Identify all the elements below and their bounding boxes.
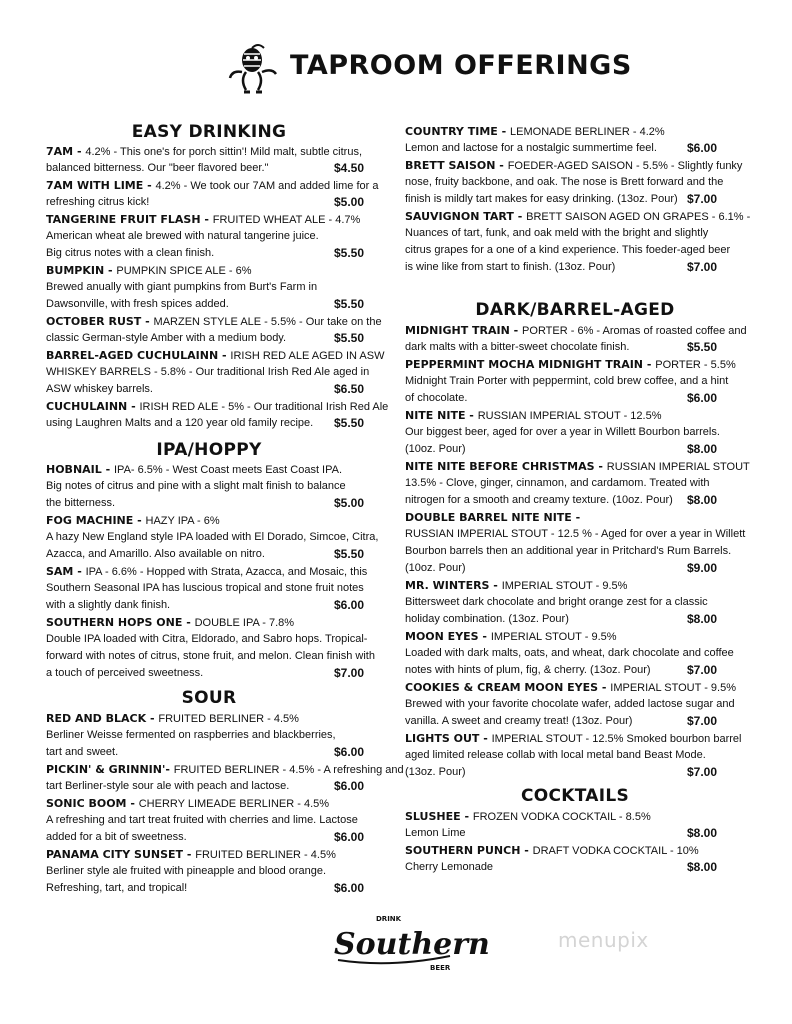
menu-item-sam: SAM - IPA - 6.6% - Hopped with Strata, Azacca, and Mosaic, this Southern Seasonal IPA has luscious tropical and stone fruit notes with a slightly dank finish. $6.00 xyxy=(46,565,368,612)
price: $6.50 xyxy=(333,382,364,396)
price: $6.00 xyxy=(333,745,364,759)
price: $5.00 xyxy=(333,496,364,510)
section-title-easy-drinking: EASY DRINKING xyxy=(131,122,287,142)
price: $6.00 xyxy=(686,141,717,155)
hop-mascot-icon xyxy=(226,44,282,94)
menu-item-cuchulainn: CUCHULAINN - IRISH RED ALE - 5% - Our traditional Irish Red Ale using Laughren Malts and a 120 year old family recipe. $5.50 xyxy=(46,400,389,430)
price: $5.50 xyxy=(333,416,364,430)
menu-item-cookies-and-cream-moon-eyes: COOKIES & CREAM MOON EYES - IMPERIAL STOUT - 9.5% Brewed with your favorite chocolate wafer, added lactose sugar and vanilla. A sweet and creamy treat! (13oz. Pour) $7.00 xyxy=(405,681,736,728)
price: $6.00 xyxy=(333,779,364,793)
menu-item-country-time: COUNTRY TIME - LEMONADE BERLINER - 4.2% Lemon and lactose for a nostalgic summertime feel. $6.00 xyxy=(405,125,717,155)
menu-item-brett-saison: BRETT SAISON - FOEDER-AGED SAISON - 5.5% - Slightly funky nose, fruity backbone, and oak. The nose is Brett forward and the finish is mildly tart makes for easy drinking. (13oz. Pour) $7.00 xyxy=(405,159,743,206)
menu-item-pickin-and-grinnin: PICKIN' & GRINNIN'- FRUITED BERLINER - 4.5% - A refreshing and tart Berliner-style sour ale with peach and lactose. $6.00 xyxy=(46,763,404,793)
section-title-sour: SOUR xyxy=(181,688,237,708)
price: $8.00 xyxy=(686,612,717,626)
price: $6.00 xyxy=(686,391,717,405)
menu-item-midnight-train: MIDNIGHT TRAIN - PORTER - 6% - Aromas of roasted coffee and dark malts with a bitter-sweet chocolate finish. $5.50 xyxy=(405,324,747,354)
menu-item-nite-nite-before-christmas: NITE NITE BEFORE CHRISTMAS - RUSSIAN IMPERIAL STOUT 13.5% - Clove, ginger, cinnamon, and cardamom. Treated with nitrogen for a smooth and creamy texture. (10oz. Pour) $8.00 xyxy=(405,460,750,507)
menu-item-lights-out: LIGHTS OUT - IMPERIAL STOUT - 12.5% Smoked bourbon barrel aged limited release collab with local metal band Beast Mode. (13oz. Pour) $7.00 xyxy=(405,732,742,779)
menu-item-hobnail: HOBNAIL - IPA- 6.5% - West Coast meets East Coast IPA. Big notes of citrus and pine with a slight malt finish to balance the bitterness. $5.00 xyxy=(46,463,364,510)
price: $6.00 xyxy=(333,598,364,612)
price: $6.00 xyxy=(333,881,364,895)
price: $5.50 xyxy=(333,547,364,561)
price: $7.00 xyxy=(686,765,717,779)
price: $8.00 xyxy=(686,493,717,507)
price: $5.00 xyxy=(333,195,364,209)
menu-item-sauvignon-tart: SAUVIGNON TART - BRETT SAISON AGED ON GRAPES - 6.1% - Nuances of tart, funk, and oak meld with the bright and slightly citrus grapes for a one of a kind experience. This foeder-aged beer is wine like from start to finish. (13oz. Pour) $7.00 xyxy=(405,210,751,274)
price: $8.00 xyxy=(686,860,717,874)
menu-item-fog-machine: FOG MACHINE - HAZY IPA - 6% A hazy New England style IPA loaded with El Dorado, Simcoe, Citra, Azacca, and Amarillo. Also available on nitro. $5.50 xyxy=(46,514,379,561)
price: $7.00 xyxy=(686,714,717,728)
section-title-dark-barrel-aged: DARK/BARREL-AGED xyxy=(475,300,675,320)
price: $8.00 xyxy=(686,826,717,840)
logo-bottom-text: BEER xyxy=(430,964,451,972)
price: $9.00 xyxy=(686,561,717,575)
price: $7.00 xyxy=(333,666,364,680)
price: $5.50 xyxy=(333,297,364,311)
page-title: TAPROOM OFFERINGS xyxy=(290,50,632,81)
menu-item-bumpkin: BUMPKIN - PUMPKIN SPICE ALE - 6% Brewed anually with giant pumpkins from Burt's Farm in Dawsonville, with fresh spices added. $5.50 xyxy=(46,264,364,311)
menu-item-7am-with-lime: 7AM WITH LIME - 4.2% - We took our 7AM and added lime for a refreshing citrus kick! $5.00 xyxy=(46,179,379,209)
price: $5.50 xyxy=(333,246,364,260)
menu-item-moon-eyes: MOON EYES - IMPERIAL STOUT - 9.5% Loaded with dark malts, oats, and wheat, dark chocolate and coffee notes with hints of plum, fig, & cherry. (13oz. Pour) $7.00 xyxy=(405,630,734,677)
menu-item-sonic-boom: SONIC BOOM - CHERRY LIMEADE BERLINER - 4.5% A refreshing and tart treat fruited with cherries and lime. Lactose added for a bit of sweetness. $6.00 xyxy=(46,797,364,844)
menu-item-october-rust: OCTOBER RUST - MARZEN STYLE ALE - 5.5% - Our take on the classic German-style Amber with a medium body. $5.50 xyxy=(46,315,382,345)
price: $4.50 xyxy=(333,161,364,175)
logo-wordmark: Southern xyxy=(334,927,490,962)
logo-top-text: DRINK xyxy=(376,915,402,923)
price: $5.50 xyxy=(333,331,364,345)
menu-item-7am: 7AM - 4.2% - This one's for porch sittin'! Mild malt, subtle citrus, balanced bitterness. Our "beer flavored beer." $4.50 xyxy=(46,145,364,175)
price: $8.00 xyxy=(686,442,717,456)
price: $5.50 xyxy=(686,340,717,354)
menu-item-red-and-black: RED AND BLACK - FRUITED BERLINER - 4.5% Berliner Weisse fermented on raspberries and blackberries, tart and sweet. $6.00 xyxy=(46,712,364,759)
menu-item-tangerine-fruit-flash: TANGERINE FRUIT FLASH - FRUITED WHEAT ALE - 4.7% American wheat ale brewed with natural tangerine juice. Big citrus notes with a clean finish. $5.50 xyxy=(46,213,364,260)
menu-item-slushee: SLUSHEE - FROZEN VODKA COCKTAIL - 8.5% Lemon Lime $8.00 xyxy=(405,810,717,840)
menu-item-nite-nite: NITE NITE - RUSSIAN IMPERIAL STOUT - 12.5% Our biggest beer, aged for over a year in Willett Bourbon barrels. (10oz. Pour) $8.00 xyxy=(405,409,720,456)
menu-header xyxy=(0,44,792,94)
menu-item-southern-punch: SOUTHERN PUNCH - DRAFT VODKA COCKTAIL - 10% Cherry Lemonade $8.00 xyxy=(405,844,717,874)
menupix-watermark: menupix xyxy=(558,928,649,952)
menu-item-peppermint-mocha-midnight-train: PEPPERMINT MOCHA MIDNIGHT TRAIN - PORTER - 5.5% Midnight Train Porter with peppermint, cold brew coffee, and a hint of chocolate. $6.00 xyxy=(405,358,736,405)
drink-southern-beer-logo xyxy=(330,912,490,974)
price: $7.00 xyxy=(686,663,717,677)
menu-item-barrel-aged-cuchulainn: BARREL-AGED CUCHULAINN - IRISH RED ALE AGED IN ASW WHISKEY BARRELS - 5.8% - Our traditional Irish Red Ale aged in ASW whiskey barrels. $6.50 xyxy=(46,349,385,396)
price: $6.00 xyxy=(333,830,364,844)
menu-item-mr-winters: MR. WINTERS - IMPERIAL STOUT - 9.5% Bittersweet dark chocolate and bright orange zest for a classic holiday combination. (13oz. Pour) $8.00 xyxy=(405,579,717,626)
price: $7.00 xyxy=(686,260,717,274)
menu-item-panama-city-sunset: PANAMA CITY SUNSET - FRUITED BERLINER - 4.5% Berliner style ale fruited with pineapple and blood orange. Refreshing, tart, and tropical! $6.00 xyxy=(46,848,364,895)
menu-item-double-barrel-nite-nite: DOUBLE BARREL NITE NITE - RUSSIAN IMPERIAL STOUT - 12.5 % - Aged for over a year in Willett Bourbon barrels then an additional year in Pritchard's Rum Barrels. (10oz. Pour) $9.00 xyxy=(405,511,746,575)
section-title-ipa-hoppy: IPA/HOPPY xyxy=(156,440,262,460)
price: $7.00 xyxy=(686,192,717,206)
menu-item-southern-hops-one: SOUTHERN HOPS ONE - DOUBLE IPA - 7.8% Double IPA loaded with Citra, Eldorado, and Sabro hops. Tropical- forward with notes of citrus, stone fruit, and melon. Clean finish with a touch of perceived sweetness. $7.00 xyxy=(46,616,375,680)
section-title-cocktails: COCKTAILS xyxy=(520,786,630,806)
